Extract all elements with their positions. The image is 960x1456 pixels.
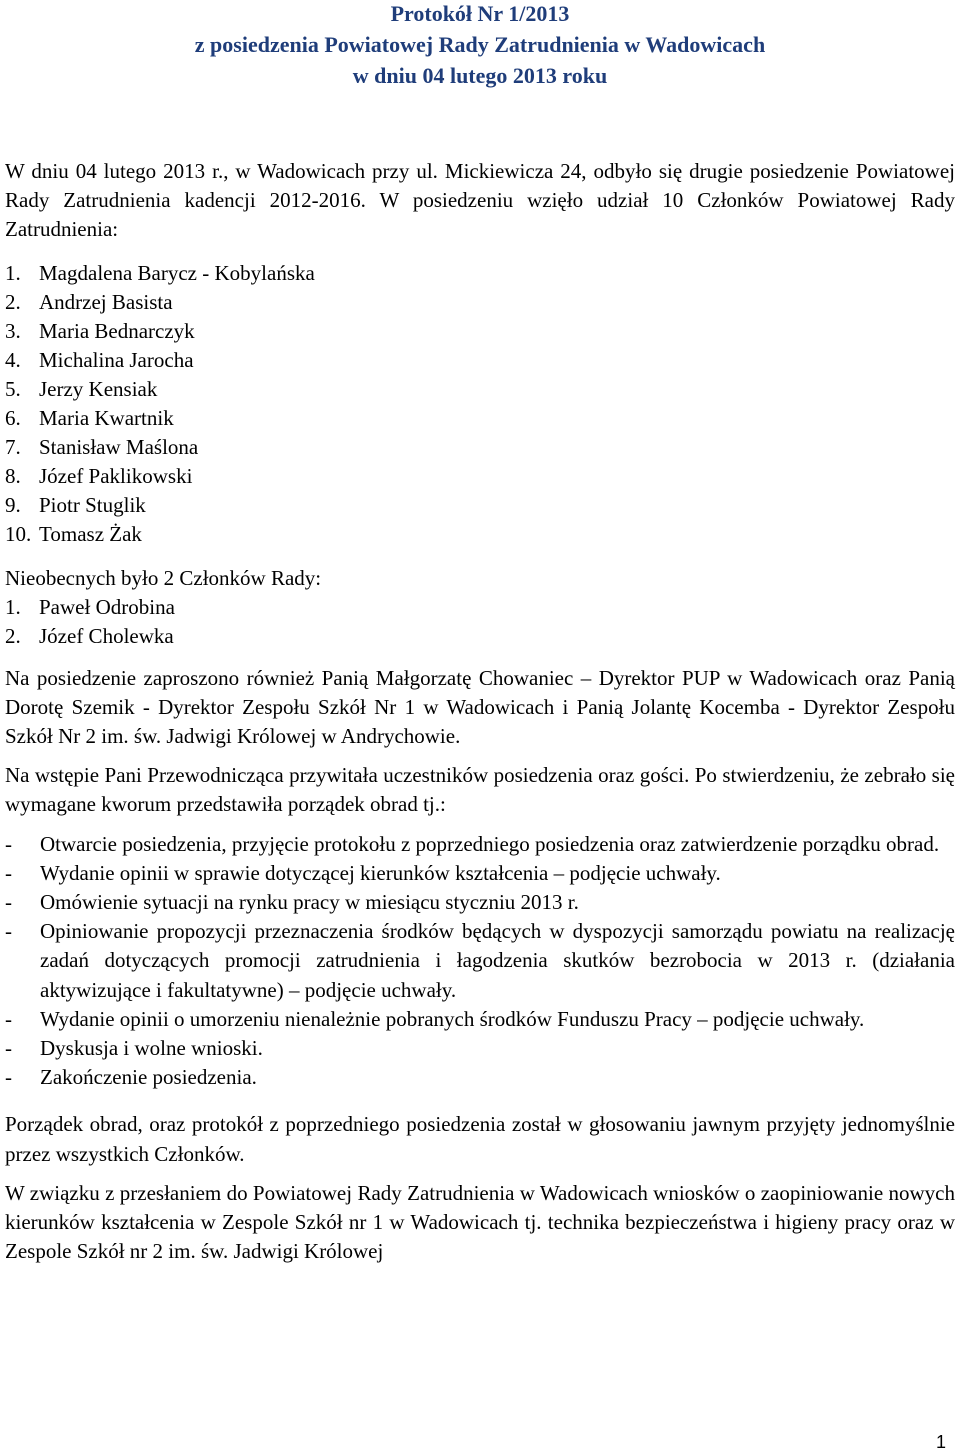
agenda-dash: - bbox=[5, 831, 12, 856]
list-item bbox=[5, 593, 955, 622]
list-item bbox=[5, 462, 955, 491]
list-item bbox=[5, 433, 955, 462]
agenda-text: Dyskusja i wolne wnioski. bbox=[40, 1036, 263, 1061]
agenda-text: Wydanie opinii w sprawie dotyczącej kierunków kształcenia – podjęcie uchwały. bbox=[40, 860, 721, 885]
list-number: 1. bbox=[5, 260, 21, 285]
list-item bbox=[5, 491, 955, 520]
absent-name: Paweł Odrobina bbox=[39, 594, 175, 619]
list-number: 10. bbox=[5, 521, 32, 546]
invite-paragraph: Na posiedzenie zaproszono również Panią Małgorzatę Chowaniec – Dyrektor PUP w Wadowicach oraz Panią Dorotę Szemik - Dyrektor Zespołu Szkół Nr 1 w Wadowicach i Panią Jolantę Kocemba - Dyrektor Zespołu Szkół Nr 2 im. św. Jadwigi Królowej w Andrychowie. bbox=[5, 665, 955, 749]
welcome-paragraph: Na wstępie Pani Przewodnicząca przywitała uczestników posiedzenia oraz gości. Po stwierdzeniu, że zebrało się wymagane kworum przedstawiła porządek obrad tj.: bbox=[5, 763, 955, 817]
agenda-dash: - bbox=[5, 860, 12, 885]
agenda-item bbox=[5, 1005, 955, 1034]
title-line-2: z posiedzenia Powiatowej Rady Zatrudnienia w Wadowicach bbox=[194, 32, 766, 57]
member-name: Magdalena Barycz - Kobylańska bbox=[39, 260, 315, 285]
member-name: Andrzej Basista bbox=[39, 289, 173, 314]
absent-name: Józef Cholewka bbox=[39, 623, 174, 648]
agenda-item bbox=[5, 859, 955, 888]
agenda-dash: - bbox=[5, 1006, 12, 1031]
agenda-text: Omówienie sytuacji na rynku pracy w miesiącu styczniu 2013 r. bbox=[40, 890, 579, 915]
absent-heading: Nieobecnych było 2 Członków Rady: bbox=[5, 565, 322, 590]
list-number: 9. bbox=[5, 492, 21, 517]
member-name: Stanisław Maślona bbox=[39, 434, 199, 459]
agenda-dash: - bbox=[5, 919, 12, 944]
member-name: Jerzy Kensiak bbox=[39, 376, 158, 401]
list-number: 2. bbox=[5, 289, 21, 314]
document-title bbox=[5, 0, 955, 91]
agenda-text: Zakończenie posiedzenia. bbox=[40, 1065, 257, 1090]
member-name: Maria Bednarczyk bbox=[39, 318, 195, 343]
agenda-item bbox=[5, 888, 955, 917]
list-item bbox=[5, 404, 955, 433]
list-number: 5. bbox=[5, 376, 21, 401]
list-number: 8. bbox=[5, 463, 21, 488]
list-number: 2. bbox=[5, 623, 21, 648]
vote-paragraph: Porządek obrad, oraz protokół z poprzedniego posiedzenia został w głosowaniu jawnym przyjęty jednomyślnie przez wszystkich Członków. bbox=[5, 1112, 955, 1166]
title-line-3: w dniu 04 lutego 2013 roku bbox=[352, 63, 608, 88]
list-number: 7. bbox=[5, 434, 21, 459]
absent-list bbox=[5, 593, 955, 651]
list-number: 6. bbox=[5, 405, 21, 430]
list-item bbox=[5, 317, 955, 346]
list-number: 4. bbox=[5, 347, 21, 372]
page-number: 1 bbox=[935, 1432, 946, 1452]
list-number: 1. bbox=[5, 594, 21, 619]
motion-paragraph: W związku z przesłaniem do Powiatowej Rady Zatrudnienia w Wadowicach wniosków o zaopiniowanie nowych kierunków kształcenia w Zespole Szkół nr 1 w Wadowicach tj. technika bezpieczeństwa i higieny pracy oraz w Zespole Szkół nr 2 im. św. Jadwigi Królowej bbox=[5, 1180, 955, 1264]
list-item bbox=[5, 622, 955, 651]
agenda-item bbox=[5, 1063, 955, 1092]
agenda-text: Wydanie opinii o umorzeniu nienależnie pobranych środków Funduszu Pracy – podjęcie uchwały. bbox=[40, 1006, 865, 1031]
list-item bbox=[5, 346, 955, 375]
intro-paragraph: W dniu 04 lutego 2013 r., w Wadowicach przy ul. Mickiewicza 24, odbyło się drugie posiedzenie Powiatowej Rady Zatrudnienia kadencji 2012-2016. W posiedzeniu wzięło udział 10 Członków Powiatowej Rady Zatrudnienia: bbox=[5, 159, 955, 242]
agenda-text: Opiniowanie propozycji przeznaczenia środków będących w dyspozycji samorządu powiatu na realizację zadań dotyczących promocji zatrudnienia i łagodzenia skutków bezrobocia w 2013 r. (działania aktywizujące i fakultatywne) – podjęcie uchwały. bbox=[40, 919, 955, 1002]
agenda-text: Otwarcie posiedzenia, przyjęcie protokołu z poprzedniego posiedzenia oraz zatwierdzenie porządku obrad. bbox=[40, 831, 940, 856]
agenda-item bbox=[5, 1034, 955, 1063]
list-item bbox=[5, 259, 955, 288]
agenda-item bbox=[5, 830, 955, 859]
member-name: Tomasz Żak bbox=[39, 521, 142, 546]
agenda-dash: - bbox=[5, 1036, 12, 1061]
agenda-dash: - bbox=[5, 890, 12, 915]
title-line-1: Protokół Nr 1/2013 bbox=[390, 1, 570, 26]
list-number: 3. bbox=[5, 318, 21, 343]
document-page bbox=[5, 0, 955, 1266]
agenda-dash: - bbox=[5, 1065, 12, 1090]
agenda-list bbox=[5, 830, 955, 1093]
list-item bbox=[5, 288, 955, 317]
member-name: Michalina Jarocha bbox=[39, 347, 194, 372]
member-name: Józef Paklikowski bbox=[39, 463, 193, 488]
agenda-item bbox=[5, 917, 955, 1005]
list-item bbox=[5, 375, 955, 404]
list-item bbox=[5, 520, 955, 549]
member-name: Maria Kwartnik bbox=[39, 405, 174, 430]
members-list bbox=[5, 259, 955, 549]
member-name: Piotr Stuglik bbox=[39, 492, 146, 517]
